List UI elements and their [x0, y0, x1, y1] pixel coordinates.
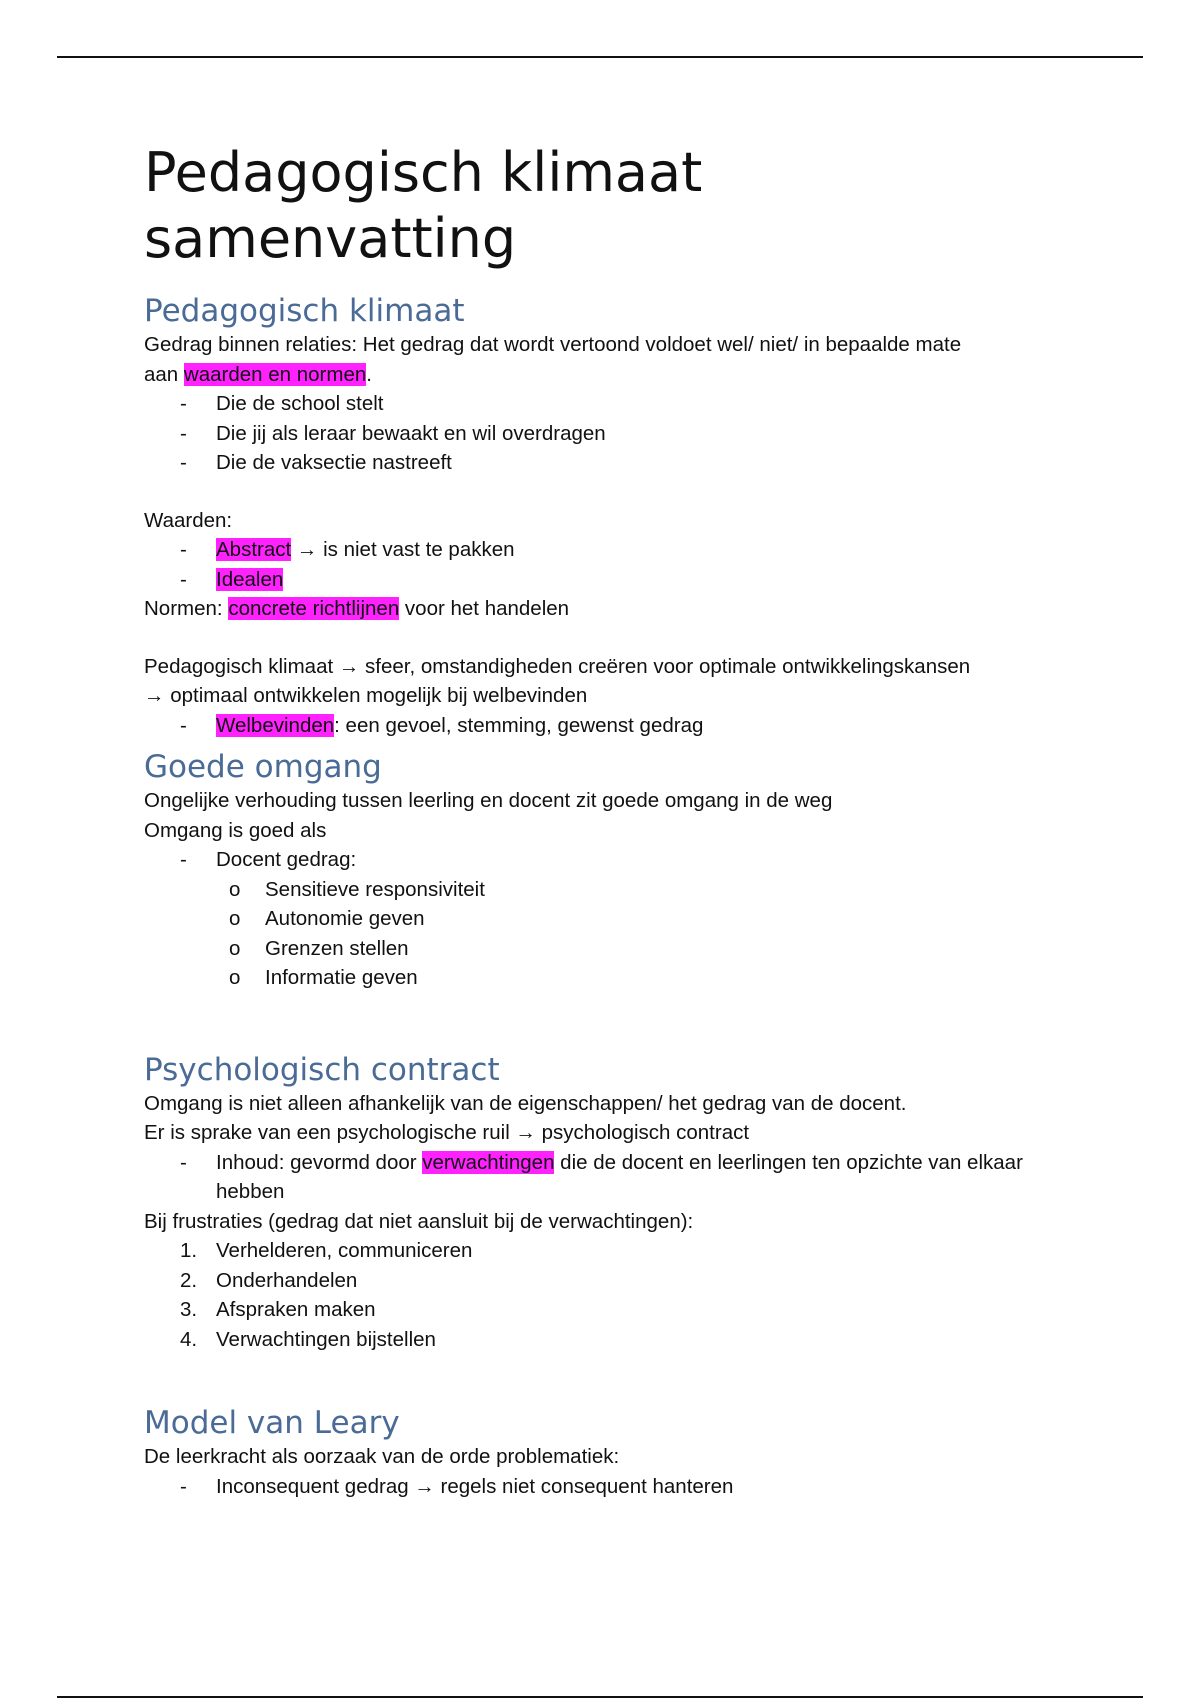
- bullet-list: [144, 535, 1044, 594]
- title-line-1: Pedagogisch klimaat: [144, 141, 703, 204]
- list-item: - Die jij als leraar bewaakt en wil overdragen: [144, 419, 1044, 449]
- paragraph: aan waarden en normen.: [144, 362, 372, 386]
- bullet-list: [144, 1148, 1044, 1207]
- paragraph: De leerkracht als oorzaak van de orde problematiek:: [144, 1445, 620, 1468]
- heading-model-van-leary: Model van Leary: [144, 1405, 400, 1441]
- paragraph: → optimaal ontwikkelen mogelijk bij welbevinden: [144, 684, 588, 707]
- list-item: - Abstract → is niet vast te pakken: [144, 535, 1044, 565]
- list-item: - Die de vaksectie nastreeft: [144, 448, 1044, 478]
- paragraph: Bij frustraties (gedrag dat niet aansluit bij de verwachtingen):: [144, 1209, 694, 1233]
- list-item: - Inhoud: gevormd door verwachtingen die de docent en leerlingen ten opzichte van elkaar hebben: [144, 1148, 1044, 1207]
- highlight-idealen: Idealen: [216, 567, 284, 591]
- bullet-list: [144, 845, 1044, 875]
- list-item: o Autonomie geven: [144, 904, 1044, 934]
- paragraph: Omgang is goed als: [144, 818, 327, 842]
- paragraph: Ongelijke verhouding tussen leerling en docent zit goede omgang in de weg: [144, 789, 833, 812]
- sub-bullet-list: [144, 875, 1044, 993]
- list-item: o Sensitieve responsiviteit: [144, 875, 1044, 905]
- waarden-label: Waarden:: [144, 508, 233, 532]
- page-top-rule: [57, 56, 1143, 58]
- list-item: o Grenzen stellen: [144, 934, 1044, 964]
- bullet-list: [144, 711, 1044, 741]
- bullet-list: [144, 389, 1044, 478]
- list-item: 2. Onderhandelen: [180, 1268, 358, 1292]
- list-item: - Inconsequent gedrag → regels niet consequent hanteren: [144, 1472, 1044, 1502]
- heading-goede-omgang: Goede omgang: [144, 749, 382, 785]
- document-page: [144, 140, 1044, 1501]
- highlight-concrete-richtlijnen: concrete richtlijnen: [228, 597, 400, 620]
- paragraph: Omgang is niet alleen afhankelijk van de eigenschappen/ het gedrag van de docent.: [144, 1091, 907, 1115]
- title-line-2: samenvatting: [144, 207, 517, 270]
- list-item: 3. Afspraken maken: [180, 1298, 376, 1321]
- list-item: - Docent gedrag:: [144, 845, 1044, 875]
- highlight-verwachtingen: verwachtingen: [422, 1150, 555, 1174]
- document-title: [144, 140, 1044, 272]
- bullet-list: [144, 1472, 1044, 1502]
- normen-line: Normen: concrete richtlijnen voor het handelen: [144, 597, 570, 620]
- list-item: o Informatie geven: [144, 963, 1044, 993]
- page-bottom-rule: [57, 1696, 1143, 1698]
- list-item: - Die de school stelt: [144, 389, 1044, 419]
- list-item: 1. Verhelderen, communiceren: [180, 1239, 473, 1262]
- paragraph: Gedrag binnen relaties: Het gedrag dat wordt vertoond voldoet wel/ niet/ in bepaalde mate: [144, 333, 962, 356]
- list-item: - Welbevinden: een gevoel, stemming, gewenst gedrag: [144, 711, 1044, 741]
- highlight-welbevinden: Welbevinden: [216, 713, 335, 737]
- paragraph: Er is sprake van een psychologische ruil → psychologisch contract: [144, 1121, 750, 1144]
- numbered-list: [144, 1236, 1044, 1354]
- heading-psychologisch-contract: Psychologisch contract: [144, 1051, 500, 1088]
- list-item: 4. Verwachtingen bijstellen: [180, 1327, 436, 1351]
- highlight-waarden-normen: waarden en normen: [183, 362, 367, 386]
- list-item: [144, 565, 1044, 595]
- heading-pedagogisch-klimaat: Pedagogisch klimaat: [144, 293, 465, 329]
- paragraph: Pedagogisch klimaat → sfeer, omstandigheden creëren voor optimale ontwikkelingskansen: [144, 654, 971, 678]
- highlight-abstract: Abstract: [216, 538, 292, 561]
